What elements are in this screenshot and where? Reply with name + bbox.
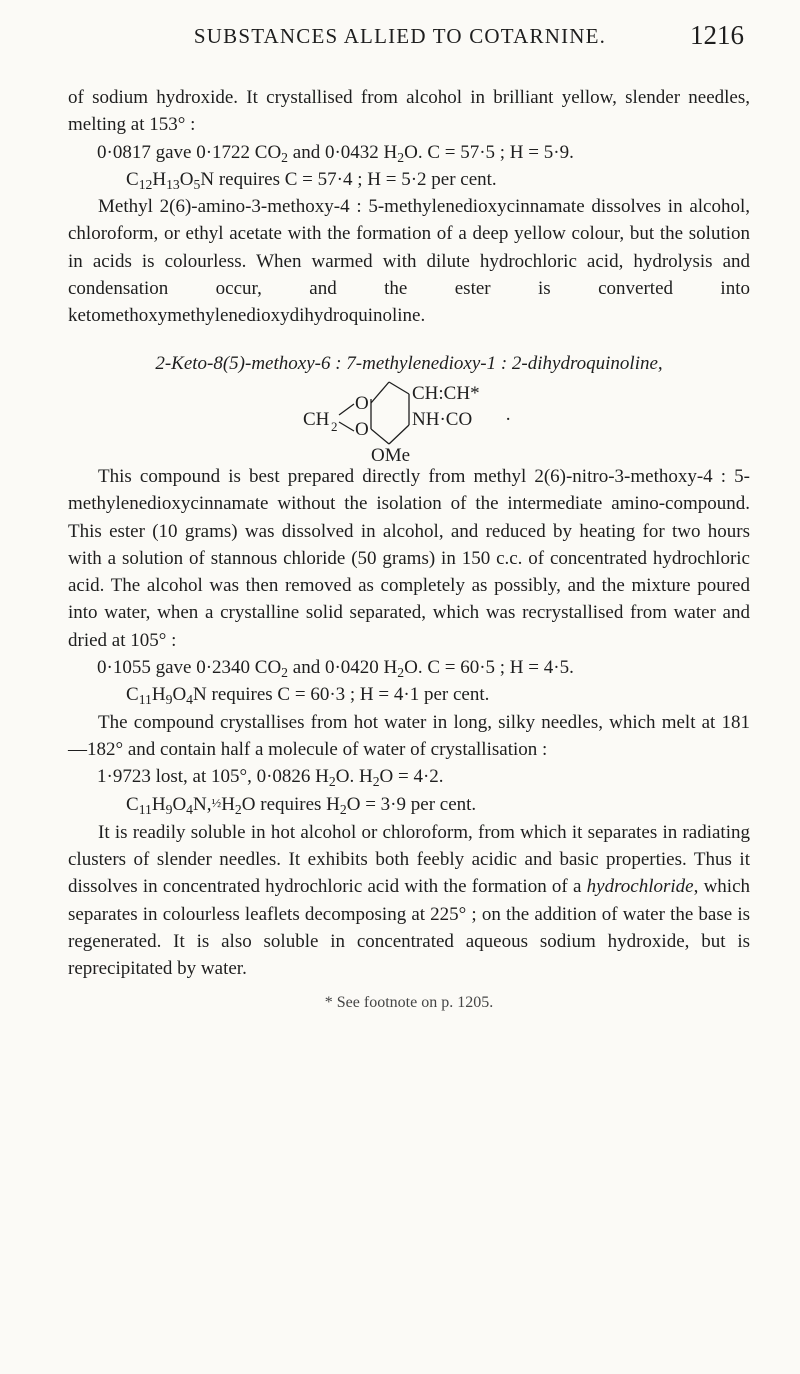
paragraph-text: It is readily soluble in hot alcohol or chloroform, from which it separates in radiating clusters of slender needles. It exhibits both feebly acidic and basic properties. Thus it dissolves in concentrated hydrochloric acid with the formation of a xyxy=(68,821,750,898)
subscript: 2 xyxy=(397,664,405,680)
formula-text: C xyxy=(126,168,139,190)
oxygen-top: O xyxy=(355,392,369,414)
formula-text: O xyxy=(172,684,187,706)
formula-text: C xyxy=(126,793,139,815)
paragraph-2: Methyl 2(6)-amino-3-methoxy-4 : 5-methylenedioxycinnamate dissolves in alcohol, chloroform, or ethyl acetate with the formation of a deep yellow colour, but the solution in acids is colourless. When warmed with dilute hydrochloric acid, hydrolysis and condensation occur, and the ester is converted into ketomethoxymethylenedioxydihydroquinoline. xyxy=(68,196,750,327)
page-header xyxy=(0,20,800,60)
analysis-text: and 0·0432 H xyxy=(288,141,398,163)
subscript: 11 xyxy=(138,801,152,817)
formula-text: C xyxy=(126,684,139,706)
structural-formula xyxy=(229,377,589,463)
oxygen-bottom: O xyxy=(355,418,369,440)
analysis-line-3 xyxy=(68,763,750,790)
running-title: SUBSTANCES ALLIED TO COTARNINE. xyxy=(193,24,607,48)
formula-text: H xyxy=(151,793,166,815)
subscript: 4 xyxy=(186,801,194,817)
half-fraction: ½ xyxy=(211,794,222,810)
analysis-text: 0·0817 gave 0·1722 CO xyxy=(97,141,282,163)
subscript: 9 xyxy=(165,801,173,817)
subscript: 2 xyxy=(372,774,380,790)
methoxy-label: OMe xyxy=(371,444,411,463)
subscript: 2 xyxy=(281,149,289,165)
analysis-text: O. H xyxy=(335,766,373,788)
page-number: 1216 xyxy=(690,20,744,50)
formula-line-1 xyxy=(68,166,750,193)
formula-text: N requires C = 57·4 ; H = 5·2 per cent. xyxy=(200,168,497,190)
analysis-text: 0·1055 gave 0·2340 CO xyxy=(97,657,282,679)
formula-text: H xyxy=(152,168,167,190)
page-body xyxy=(68,84,750,1016)
formula-text: O = 3·9 per cent. xyxy=(346,793,477,815)
subscript: 2 xyxy=(328,774,336,790)
subscript: 2 xyxy=(281,664,289,680)
paragraph-text: , which separates in colourless leaflets decomposing at 225° ; on the addition of water the base is regenerated. It is also soluble in concentrated aqueous sodium hydroxide, but is reprecipitated by water. xyxy=(68,876,750,980)
benzene-ring xyxy=(339,382,409,444)
analysis-text: O. C = 57·5 ; H = 5·9. xyxy=(404,141,574,163)
analysis-text: O. C = 60·5 ; H = 4·5. xyxy=(404,657,574,679)
ch-label: CH xyxy=(303,408,330,430)
paragraph-5 xyxy=(68,819,750,983)
formula-text: O xyxy=(172,793,187,815)
trailing-dot: · xyxy=(505,408,512,430)
subscript: 12 xyxy=(138,176,153,192)
subscript: 9 xyxy=(165,692,173,708)
subscript: 2 xyxy=(234,801,242,817)
paragraph-4: The compound crystallises from hot water in long, silky needles, which melt at 181—182° and contain half a molecule of water of crystallisation : xyxy=(68,711,750,760)
compound-heading: 2-Keto-8(5)-methoxy-6 : 7-methylenedioxy-1 : 2-dihydroquinoline, xyxy=(155,352,663,374)
formula-text: N, xyxy=(193,793,212,815)
paragraph-1: of sodium hydroxide. It crystallised from alcohol in brilliant yellow, slender needles, melting at 153° : xyxy=(68,87,750,136)
analysis-text: O = 4·2. xyxy=(379,766,444,788)
formula-text: N requires C = 60·3 ; H = 4·1 per cent. xyxy=(193,684,490,706)
subscript: 4 xyxy=(186,692,194,708)
formula-line-3 xyxy=(68,791,750,819)
subscript: 5 xyxy=(193,176,201,192)
footnote: * See footnote on p. 1205. xyxy=(324,993,494,1011)
analysis-line-1 xyxy=(68,139,750,166)
subscript: 2 xyxy=(339,801,347,817)
formula-text: O requires H xyxy=(241,793,340,815)
formula-text: O xyxy=(179,168,194,190)
subscript: 13 xyxy=(166,176,180,192)
paragraph-3: This compound is best prepared directly from methyl 2(6)-nitro-3-methoxy-4 : 5-methylenedioxycinnamate without the isolation of the intermediate amino-compound. This ester (10 grams) was dissolved in alcohol, and reduced by heating for two hours with a solution of stannous chloride (50 grams) in 150 c.c. of concentrated hydrochloric acid. The alcohol was then removed as completely as possibly, and the mixture poured into water, when a crystalline solid separated, which was recrystallised from water and dried at 105° : xyxy=(68,465,750,651)
ch-subscript: 2 xyxy=(331,418,338,434)
analysis-text: 1·9723 lost, at 105°, 0·0826 H xyxy=(97,766,329,788)
side-chain-top: CH:CH* xyxy=(412,382,480,404)
subscript: 2 xyxy=(397,149,405,165)
formula-text: H xyxy=(221,793,235,815)
formula-line-2 xyxy=(68,681,750,708)
analysis-text: and 0·0420 H xyxy=(288,657,398,679)
formula-text: H xyxy=(151,684,166,706)
subscript: 11 xyxy=(138,692,152,708)
emphasis-hydrochloride: hydrochloride xyxy=(586,876,694,898)
side-chain-bottom: NH·CO xyxy=(412,408,473,430)
analysis-line-2 xyxy=(68,654,750,681)
